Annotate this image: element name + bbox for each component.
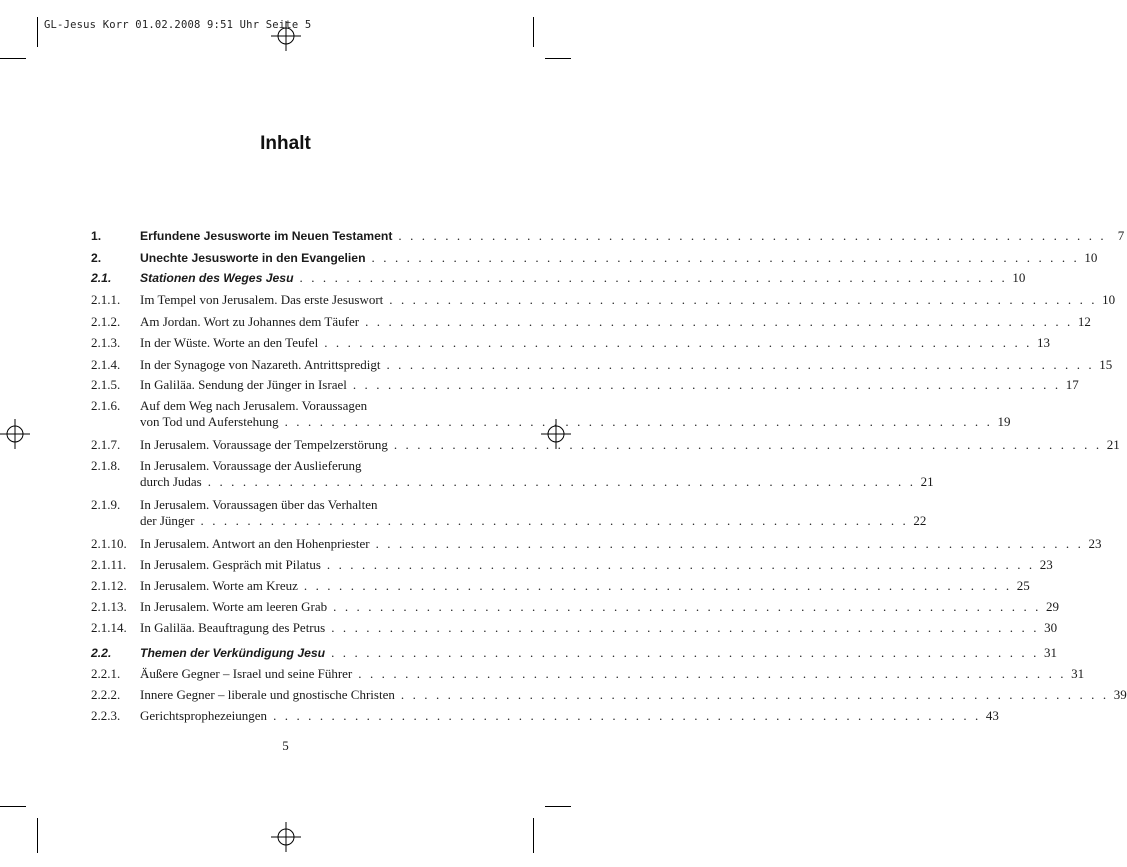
- toc-entry-line: [140, 414, 1011, 430]
- toc-entry-number: 2.1.3.: [91, 335, 121, 350]
- toc-entry-line: [140, 599, 1059, 615]
- toc-entry: [91, 314, 1091, 330]
- toc-entry-number: 2.2.3.: [91, 708, 121, 723]
- toc-entry: [91, 357, 1113, 373]
- crop-mark: [545, 58, 571, 59]
- crop-mark: [545, 806, 571, 807]
- toc-entry-page: 29: [1046, 599, 1059, 614]
- crop-mark: [0, 806, 26, 807]
- dot-leader: . . . . . . . . . . . . . . . . . . . . . . . . . . . . . . . . . . . . . . . . . . . . . . . . . . . . . . . . . . . . .: [393, 437, 1102, 452]
- toc-entry: [91, 687, 1127, 703]
- toc-entry-title: In Jerusalem. Voraussagen über das Verhalten: [140, 497, 378, 512]
- toc-entry-page: 12: [1077, 314, 1091, 329]
- toc-entry: [91, 666, 1085, 682]
- dot-leader: . . . . . . . . . . . . . . . . . . . . . . . . . . . . . . . . . . . . . . . . . . . . . . . . . . . . . . . . . . . . .: [371, 250, 1080, 265]
- dot-leader: . . . . . . . . . . . . . . . . . . . . . . . . . . . . . . . . . . . . . . . . . . . . . . . . . . . . . . . . . . . . .: [331, 645, 1039, 660]
- toc-entry-number: 2.1.1.: [91, 292, 121, 307]
- registration-mark-icon: [0, 419, 30, 449]
- toc-entry-line: [140, 666, 1085, 682]
- toc-entry-title: In Galiläa. Beauftragung des Petrus: [140, 620, 326, 635]
- dot-leader: . . . . . . . . . . . . . . . . . . . . . . . . . . . . . . . . . . . . . . . . . . . . . . . . . . . . . . . . . . . . .: [284, 414, 993, 429]
- toc-entry-line: [140, 228, 1125, 244]
- toc-entry-line: [140, 474, 934, 490]
- toc-entry-line: [140, 398, 464, 414]
- toc-entry-text: [140, 228, 1125, 244]
- toc-entry-text: [140, 314, 1091, 330]
- toc-entry-title: In der Synagoge von Nazareth. Antrittspredigt: [140, 357, 381, 372]
- toc-entry-number: 2.1.9.: [91, 497, 121, 512]
- toc-entry: [91, 250, 1098, 266]
- dot-leader: . . . . . . . . . . . . . . . . . . . . . . . . . . . . . . . . . . . . . . . . . . . . . . . . . . . . . . . . . . . . .: [299, 270, 1008, 285]
- crop-mark: [533, 818, 534, 853]
- page-title: Inhalt: [260, 133, 311, 154]
- toc-entry-text: [140, 335, 1051, 351]
- toc-entry-title: In Jerusalem. Antwort an den Hohenpriester: [140, 536, 370, 551]
- toc-entry: [91, 270, 1026, 286]
- toc-entry-title: In Jerusalem. Voraussage der Tempelzerstörung: [140, 437, 388, 452]
- toc-entry-number: 2.1.7.: [91, 437, 121, 452]
- dot-leader: . . . . . . . . . . . . . . . . . . . . . . . . . . . . . . . . . . . . . . . . . . . . . . . . . . . . . . . . . . . . .: [200, 513, 909, 528]
- dot-leader: . . . . . . . . . . . . . . . . . . . . . . . . . . . . . . . . . . . . . . . . . . . . . . . . . . . . . . . . . . . . .: [386, 357, 1095, 372]
- toc-entry-text: [140, 708, 999, 724]
- toc-entry-title: In Jerusalem. Voraussage der Auslieferung: [140, 458, 362, 473]
- registration-mark-icon: [271, 822, 301, 852]
- toc-entry-title: Erfundene Jesusworte im Neuen Testament: [140, 229, 393, 243]
- toc-entry-page: 10: [1012, 270, 1026, 285]
- toc-entry-number: 2.1.13.: [91, 599, 127, 614]
- toc-entry-title: der Jünger: [140, 513, 195, 528]
- toc-entry-title: Im Tempel von Jerusalem. Das erste Jesuswort: [140, 292, 384, 307]
- toc-entry-page: 7: [1117, 228, 1125, 243]
- toc-entry-number: 2.1.11.: [91, 557, 127, 572]
- toc-entry-title: Gerichtsprophezeiungen: [140, 708, 268, 723]
- toc-entry-page: 25: [1016, 578, 1030, 593]
- toc-entry-text: [140, 250, 1098, 266]
- toc-entry-line: [140, 250, 1098, 266]
- toc-entry-title: Auf dem Weg nach Jerusalem. Voraussagen: [140, 398, 368, 413]
- toc-entry: [91, 335, 1051, 351]
- dot-leader: . . . . . . . . . . . . . . . . . . . . . . . . . . . . . . . . . . . . . . . . . . . . . . . . . . . . . . . . . . . . .: [389, 292, 1098, 307]
- dot-leader: . . . . . . . . . . . . . . . . . . . . . . . . . . . . . . . . . . . . . . . . . . . . . . . . . . . . . . . . . . . . .: [358, 666, 1067, 681]
- toc-entry-title: In Jerusalem. Worte am leeren Grab: [140, 599, 328, 614]
- toc-entry-page: 23: [1088, 536, 1102, 551]
- toc-entry-page: 10: [1084, 250, 1098, 265]
- toc-entry-page: 21: [920, 474, 934, 489]
- toc-entry-line: [140, 335, 1051, 351]
- toc-entry-title: Am Jordan. Wort zu Johannes dem Täufer: [140, 314, 360, 329]
- toc-entry-title: Äußere Gegner – Israel und seine Führer: [140, 666, 353, 681]
- toc-entry-text: [140, 292, 1116, 308]
- toc-entry-page: 19: [997, 414, 1011, 429]
- toc-entry-line: [140, 557, 1053, 573]
- toc-entry-page: 21: [1106, 437, 1120, 452]
- toc-entry-number: 2.2.1.: [91, 666, 121, 681]
- toc-entry-line: [140, 357, 1113, 373]
- toc-entry-text: [140, 357, 1113, 373]
- toc-entry-number: 2.1.5.: [91, 377, 121, 392]
- toc-entry: [91, 578, 1030, 594]
- toc-entry-number: 2.1.8.: [91, 458, 121, 473]
- toc-entry-title: In Jerusalem. Gespräch mit Pilatus: [140, 557, 321, 572]
- toc-entry-page: 23: [1039, 557, 1053, 572]
- toc-entry-text: [140, 458, 934, 490]
- toc-entry-line: [140, 497, 464, 513]
- toc-entry: [91, 708, 999, 724]
- dot-leader: . . . . . . . . . . . . . . . . . . . . . . . . . . . . . . . . . . . . . . . . . . . . . . . . . . . . . . . . . . . . .: [375, 536, 1084, 551]
- toc-entry-number: 2.2.2.: [91, 687, 121, 702]
- toc-entry-number: 2.1.4.: [91, 357, 121, 372]
- toc-entry-title: Unechte Jesusworte in den Evangelien: [140, 251, 366, 265]
- dot-leader: . . . . . . . . . . . . . . . . . . . . . . . . . . . . . . . . . . . . . . . . . . . . . . . . . . . . . . . . . . . . .: [273, 708, 981, 723]
- toc-entry: [91, 292, 1116, 308]
- toc-entry-line: [140, 292, 1116, 308]
- dot-leader: . . . . . . . . . . . . . . . . . . . . . . . . . . . . . . . . . . . . . . . . . . . . . . . . . . . . . . . . . . . . .: [352, 377, 1061, 392]
- dot-leader: . . . . . . . . . . . . . . . . . . . . . . . . . . . . . . . . . . . . . . . . . . . . . . . . . . . . . . . . . . . . .: [324, 335, 1033, 350]
- toc-entry-number: 2.1.6.: [91, 398, 121, 413]
- registration-mark-icon: [271, 21, 301, 51]
- toc-entry-title: Innere Gegner – liberale und gnostische Christen: [140, 687, 395, 702]
- toc-entry-text: [140, 497, 927, 529]
- toc-entry-number: 1.: [91, 229, 102, 243]
- toc-entry: [91, 398, 1011, 430]
- toc-entry: [91, 377, 1079, 393]
- toc-entry-line: [140, 458, 464, 474]
- toc-entry-text: [140, 599, 1059, 615]
- toc-entry-number: 2.1.10.: [91, 536, 127, 551]
- print-slug: GL-Jesus Korr 01.02.2008 9:51 Uhr Seite 5: [44, 19, 312, 31]
- toc-entry: [91, 599, 1059, 615]
- toc-entry-text: [140, 270, 1026, 286]
- toc-entry-title: durch Judas: [140, 474, 202, 489]
- toc-entry-page: 39: [1113, 687, 1127, 702]
- toc-entry: [91, 536, 1102, 552]
- toc-entry-title: Stationen des Weges Jesu: [140, 271, 294, 285]
- dot-leader: . . . . . . . . . . . . . . . . . . . . . . . . . . . . . . . . . . . . . . . . . . . . . . . . . . . . . . . . . . . . .: [326, 557, 1035, 572]
- toc-entry-page: 31: [1043, 645, 1057, 660]
- toc-entry: [91, 497, 927, 529]
- toc-entry-text: [140, 398, 1011, 430]
- toc-entry-number: 2.1.2.: [91, 314, 121, 329]
- toc-entry-number: 2.2.: [91, 646, 112, 660]
- toc-entry-page: 31: [1071, 666, 1085, 681]
- crop-mark: [37, 818, 38, 853]
- toc-entry-line: [140, 620, 1058, 636]
- toc-entry-text: [140, 536, 1102, 552]
- toc-entry-text: [140, 666, 1085, 682]
- dot-leader: . . . . . . . . . . . . . . . . . . . . . . . . . . . . . . . . . . . . . . . . . . . . . . . . . . . . . . . . . . . . .: [303, 578, 1012, 593]
- toc-entry-line: [140, 377, 1079, 393]
- toc-entry-title: In Jerusalem. Worte am Kreuz: [140, 578, 298, 593]
- toc-entry-text: [140, 687, 1127, 703]
- crop-mark: [37, 17, 38, 47]
- toc-entry-line: [140, 645, 1057, 661]
- toc-entry-text: [140, 645, 1057, 661]
- toc-entry-line: [140, 708, 999, 724]
- toc-entry-text: [140, 578, 1030, 594]
- toc-entry-line: [140, 437, 1120, 453]
- toc-entry-number: 2.: [91, 251, 102, 265]
- toc-entry-page: 17: [1065, 377, 1079, 392]
- toc-entry-title: von Tod und Auferstehung: [140, 414, 279, 429]
- toc-entry-text: [140, 437, 1120, 453]
- toc-entry: [91, 557, 1053, 573]
- dot-leader: . . . . . . . . . . . . . . . . . . . . . . . . . . . . . . . . . . . . . . . . . . . . . . . . . . . . . . . . . . . . .: [331, 620, 1040, 635]
- dot-leader: . . . . . . . . . . . . . . . . . . . . . . . . . . . . . . . . . . . . . . . . . . . . . . . . . . . . . . . . . . . . .: [333, 599, 1041, 614]
- toc-entry-number: 2.1.: [91, 271, 112, 285]
- page-number: 5: [282, 738, 289, 753]
- toc-entry-page: 43: [985, 708, 999, 723]
- toc-entry: [91, 437, 1120, 453]
- dot-leader: . . . . . . . . . . . . . . . . . . . . . . . . . . . . . . . . . . . . . . . . . . . . . . . . . . . . . . . . . . . . .: [398, 228, 1107, 243]
- crop-mark: [533, 17, 534, 47]
- toc-entry: [91, 228, 1125, 244]
- toc-entry-page: 15: [1099, 357, 1113, 372]
- toc-entry-title: In der Wüste. Worte an den Teufel: [140, 335, 319, 350]
- toc-entry-line: [140, 578, 1030, 594]
- toc-entry: [91, 645, 1057, 661]
- toc-entry-line: [140, 314, 1091, 330]
- toc-entry-page: 13: [1037, 335, 1051, 350]
- toc-entry: [91, 620, 1058, 636]
- toc-entry-line: [140, 536, 1102, 552]
- dot-leader: . . . . . . . . . . . . . . . . . . . . . . . . . . . . . . . . . . . . . . . . . . . . . . . . . . . . . . . . . . . . .: [400, 687, 1109, 702]
- crop-mark: [0, 58, 26, 59]
- toc-entry-line: [140, 513, 927, 529]
- dot-leader: . . . . . . . . . . . . . . . . . . . . . . . . . . . . . . . . . . . . . . . . . . . . . . . . . . . . . . . . . . . . .: [365, 314, 1073, 329]
- toc-entry-title: In Galiläa. Sendung der Jünger in Israel: [140, 377, 347, 392]
- dot-leader: . . . . . . . . . . . . . . . . . . . . . . . . . . . . . . . . . . . . . . . . . . . . . . . . . . . . . . . . . . . . .: [207, 474, 916, 489]
- toc-entry-line: [140, 270, 1026, 286]
- toc-entry-line: [140, 687, 1127, 703]
- toc-entry-page: 22: [913, 513, 927, 528]
- toc-entry-page: 10: [1102, 292, 1116, 307]
- toc-entry-title: Themen der Verkündigung Jesu: [140, 646, 326, 660]
- toc-entry-page: 30: [1044, 620, 1058, 635]
- toc-entry-text: [140, 620, 1058, 636]
- toc-entry-text: [140, 377, 1079, 393]
- toc-entry-number: 2.1.14.: [91, 620, 127, 635]
- toc-entry: [91, 458, 934, 490]
- toc-entry-number: 2.1.12.: [91, 578, 127, 593]
- toc-entry-text: [140, 557, 1053, 573]
